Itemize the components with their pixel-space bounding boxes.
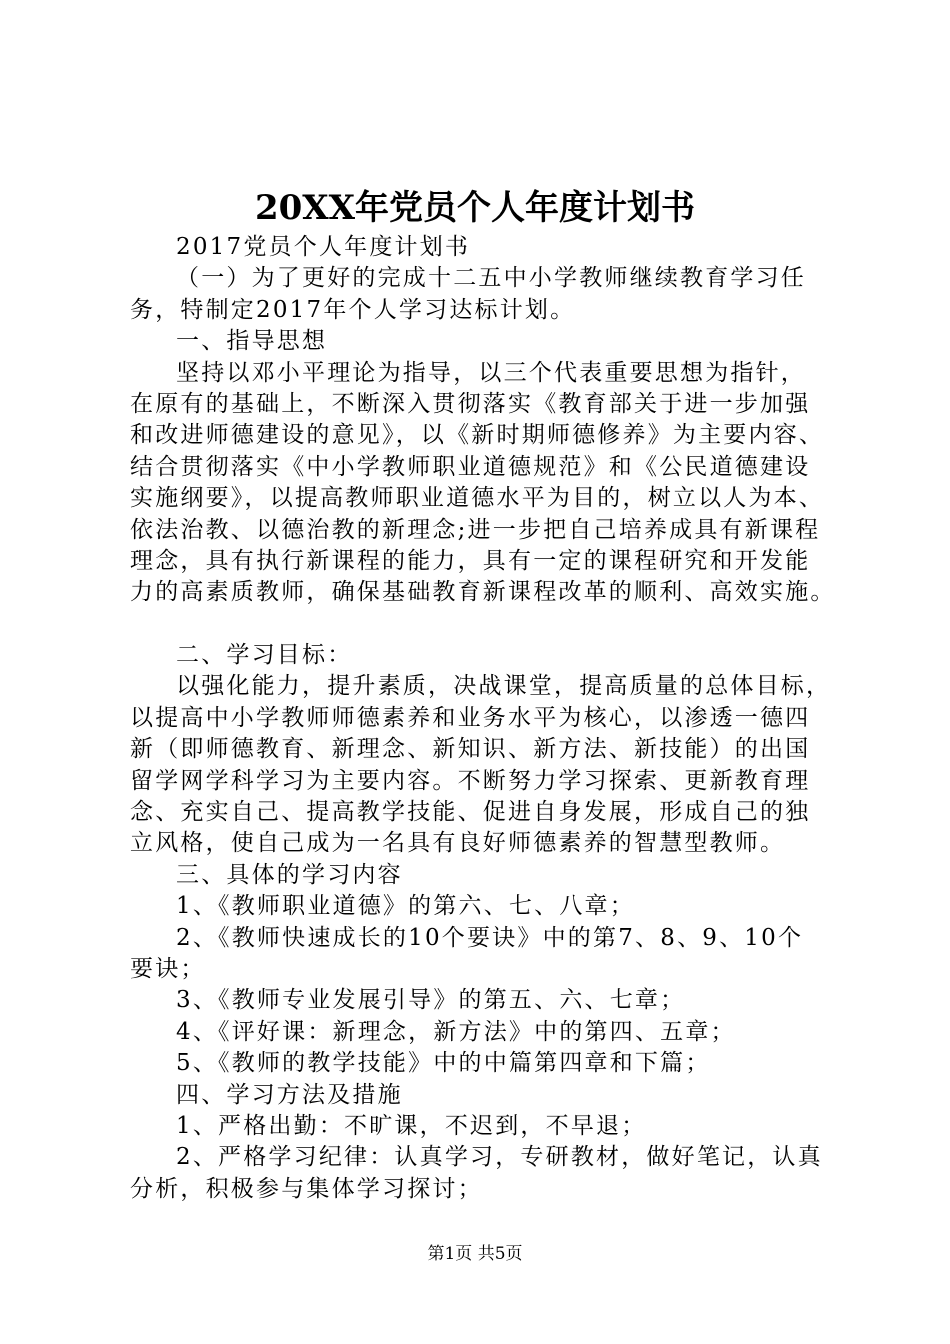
- paragraph-line: 在原有的基础上，不断深入贯彻落实《教育部关于进一步加强: [130, 390, 811, 417]
- paragraph-line: 以强化能力，提升素质，决战课堂，提高质量的总体目标，: [176, 673, 832, 700]
- list-item: 5、《教师的教学技能》中的中篇第四章和下篇；: [176, 1050, 711, 1077]
- paragraph-line: 留学网学科学习为主要内容。不断努力学习探索、更新教育理: [130, 767, 811, 794]
- section-heading: 二、学习目标：: [176, 642, 353, 669]
- page-footer: 第1页 共5页: [427, 1244, 523, 1264]
- paragraph-line: 结合贯彻落实《中小学教师职业道德规范》和《公民道德建设: [130, 453, 811, 480]
- paragraph-line: 依法治教、以德治教的新理念;进一步把自己培养成具有新课程: [130, 516, 821, 543]
- paragraph-line: 以提高中小学教师师德素养和业务水平为核心，以渗透一德四: [130, 704, 811, 731]
- section-heading: 三、具体的学习内容: [176, 861, 403, 888]
- document-title: 20XX年党员个人年度计划书: [254, 188, 696, 228]
- paragraph-line: 念、充实自己、提高教学技能、促进自身发展，形成自己的独: [130, 799, 811, 826]
- list-item-continuation: 要诀；: [130, 955, 206, 982]
- paragraph-line: 立风格，使自己成为一名具有良好师德素养的智慧型教师。: [130, 830, 786, 857]
- section-heading: 四、学习方法及措施: [176, 1081, 403, 1108]
- paragraph-line: 力的高素质教师，确保基础教育新课程改革的顺利、高效实施。: [130, 579, 836, 606]
- subtitle-line: 2017党员个人年度计划书: [176, 234, 471, 260]
- paragraph-line: 坚持以邓小平理论为指导，以三个代表重要思想为指针，: [176, 359, 806, 386]
- document-body: [130, 232, 860, 1205]
- paragraph-line: （一）为了更好的完成十二五中小学教师继续教育学习任: [176, 265, 806, 292]
- paragraph-line: 新（即师德教育、新理念、新知识、新方法、新技能）的出国: [130, 736, 811, 763]
- list-item: 2、《教师快速成长的10个要诀》中的第7、8、9、10个: [176, 924, 804, 951]
- paragraph-line: 务，特制定2017年个人学习达标计划。: [130, 296, 576, 323]
- paragraph-line: 和改进师德建设的意见》，以《新时期师德修养》为主要内容、: [130, 422, 825, 449]
- list-item: 1、《教师职业道德》的第六、七、八章；: [176, 893, 635, 920]
- list-item-continuation: 分析，积极参与集体学习探讨；: [130, 1175, 483, 1202]
- list-item: 1、严格出勤：不旷课，不迟到，不早退；: [176, 1112, 647, 1139]
- paragraph-line: 理念，具有执行新课程的能力，具有一定的课程研究和开发能: [130, 547, 811, 574]
- section-heading: 一、指导思想: [176, 328, 328, 355]
- paragraph-line: 实施纲要》，以提高教师职业道德水平为目的，树立以人为本、: [130, 485, 825, 512]
- list-item: 2、严格学习纪律：认真学习，专研教材，做好笔记，认真: [176, 1144, 823, 1171]
- list-item: 3、《教师专业发展引导》的第五、六、七章；: [176, 987, 686, 1014]
- paragraph-gap: [130, 609, 860, 640]
- list-item: 4、《评好课：新理念，新方法》中的第四、五章；: [176, 1018, 736, 1045]
